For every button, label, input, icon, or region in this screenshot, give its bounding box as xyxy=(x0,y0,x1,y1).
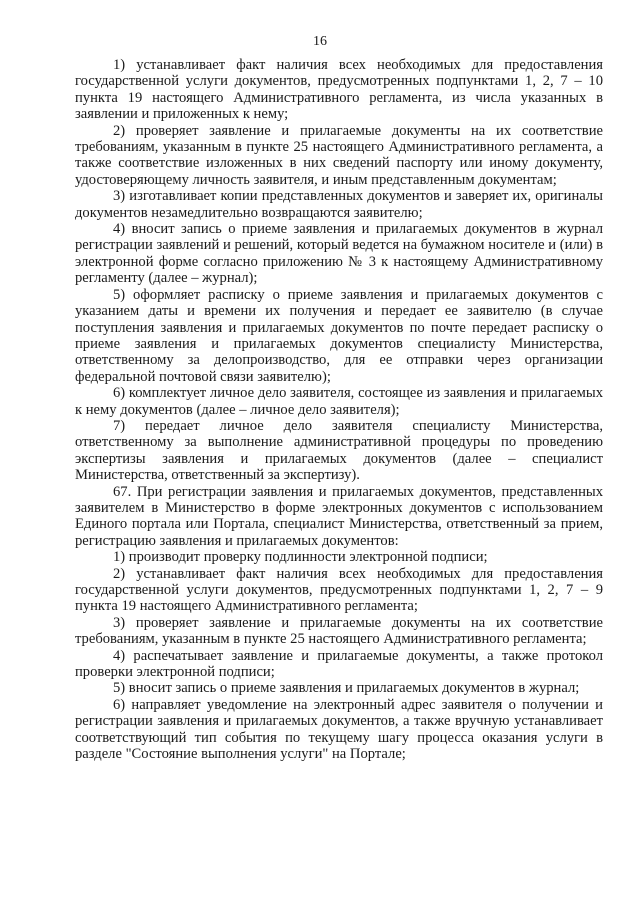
paragraph-subitem-2: 2) устанавливает факт наличия всех необходимых для предоставления государственной услуги документов, предусмотренных подпунктами 1, 2, 7 – 9 пункта 19 настоящего Административного регламента; xyxy=(75,565,603,615)
paragraph-item-3: 3) изготавливает копии представленных документов и заверяет их, оригиналы документов незамедлительно возвращаются заявителю; xyxy=(75,188,603,221)
document-body xyxy=(75,57,603,762)
page-number: 16 xyxy=(313,34,327,49)
paragraph-clause-67: 67. При регистрации заявления и прилагаемых документов, представленных заявителем в Министерство в форме электронных документов с использованием Единого портала или Портала, специалист Министерства, ответственный за прием, регистрацию заявления и прилагаемых документов: xyxy=(75,483,603,549)
paragraph-item-5: 5) оформляет расписку о приеме заявления и прилагаемых документов с указанием даты и времени их получения и передает ее заявителю (в случае поступления заявления и прилагаемых документов по почте передает расписку о приеме заявления и прилагаемых документов специалисту Министерства, ответственному за делопроизводство, для ее отправки через организации федеральной почтовой связи заявителю); xyxy=(75,286,603,385)
paragraph-item-2: 2) проверяет заявление и прилагаемые документы на их соответствие требованиям, указанным в пункте 25 настоящего Административного регламента, а также соответствие изложенных в них сведений паспорту или иному документу, удостоверяющему личность заявителя, и иным представленным документам; xyxy=(75,122,603,188)
paragraph-subitem-1: 1) производит проверку подлинности электронной подписи; xyxy=(113,549,488,566)
paragraph-item-6: 6) комплектует личное дело заявителя, состоящее из заявления и прилагаемых к нему документов (далее – личное дело заявителя); xyxy=(75,385,603,418)
paragraph-item-4: 4) вносит запись о приеме заявления и прилагаемых документов в журнал регистрации заявлений и решений, который ведется на бумажном носителе и (или) в электронной форме согласно приложению № 3 к настоящему Административному регламенту (далее – журнал); xyxy=(75,221,603,287)
paragraph-subitem-4: 4) распечатывает заявление и прилагаемые документы, а также протокол проверки электронной подписи; xyxy=(75,647,603,681)
paragraph-item-1: 1) устанавливает факт наличия всех необходимых для предоставления государственной услуги документов, предусмотренных подпунктами 1, 2, 7 – 10 пункта 19 настоящего Административного регламента, из числа указанных в заявлении и приложенных к нему; xyxy=(75,57,603,123)
paragraph-item-7: 7) передает личное дело заявителя специалисту Министерства, ответственному за выполнение административной процедуры по проведению экспертизы заявления и прилагаемых документов (далее – специалист Министерства, ответственный за экспертизу). xyxy=(75,417,603,484)
paragraph-subitem-3: 3) проверяет заявление и прилагаемые документы на их соответствие требованиям, указанным в пункте 25 настоящего Административного регламента; xyxy=(75,614,603,648)
paragraph-subitem-6: 6) направляет уведомление на электронный адрес заявителя о получении и регистрации заявления и прилагаемых документов, а также вручную устанавливает соответствующий тип события по текущему шагу процесса оказания услуги в разделе "Состояние выполнения услуги" на Портале; xyxy=(75,696,603,763)
paragraph-subitem-5: 5) вносит запись о приеме заявления и прилагаемых документов в журнал; xyxy=(113,680,580,697)
